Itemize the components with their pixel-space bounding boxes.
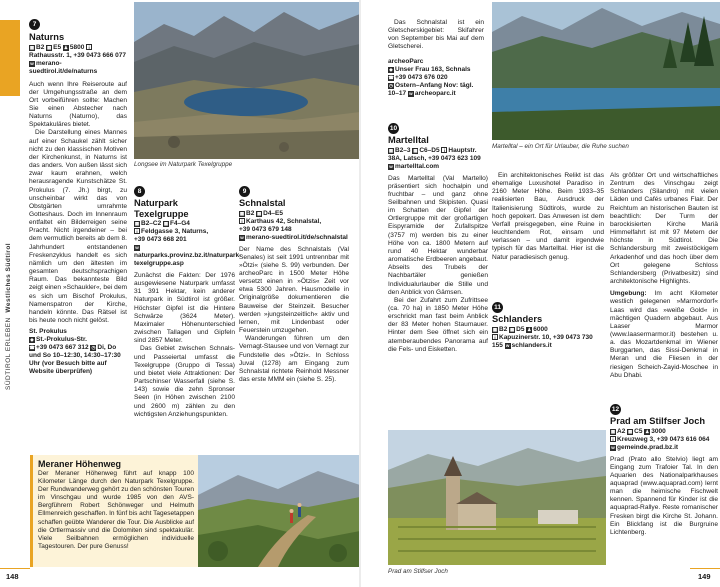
naturns-paragraph-1: Auch wenn Ihre Reiseroute auf der Umgehungsstraße an dem Ort vorbeiführen sollte: Machen Sie einen Abstecher nach Naturns (Naturno), das Spektakuläres bietet.: [29, 80, 127, 129]
entry-number-badge: 9: [239, 186, 250, 197]
schnalstal-address: Karthaus 42, Schnalstal,: [246, 217, 322, 225]
page-number-right: 149: [698, 572, 711, 581]
naturns-title: Naturns: [29, 32, 65, 42]
phone-icon: ☎: [29, 345, 35, 351]
entry-number-badge: 10: [389, 125, 398, 132]
texel-website-link[interactable]: naturparks.provinz.bz.it/naturpark-texelgruppe.asp: [134, 252, 242, 267]
info-icon: i: [492, 334, 498, 340]
phone-icon: ☎: [388, 74, 394, 80]
texel-map-ref-2: F4–G4: [170, 220, 190, 227]
martelltal-paragraph-2: Bei der Zufahrt zum Zufrittsee (ca. 70 ha) in 1850 Meter Höhe erschrickt man fast beim Anblick der 83 Meter hohen Staumauer. Hinter dem See öffnet sich ein atemberaubendes Panorama auf die Fels- und Eisketten.: [388, 296, 488, 353]
web-icon: w: [389, 163, 393, 169]
info-icon: i: [134, 228, 140, 234]
texel-entry: [134, 186, 242, 419]
schnalstal-entry: [239, 186, 349, 384]
right-column-3: [610, 172, 718, 380]
schnalstal-phone: +39 0473 679 148: [239, 225, 292, 233]
map-grid-icon: ▦: [46, 44, 52, 50]
clock-icon: ◷: [389, 82, 393, 88]
clock-icon: ◷: [91, 345, 96, 351]
schnalstal-website-link[interactable]: merano-suedtirol.it/de/schnalstal: [246, 233, 348, 241]
schlanders-population: 6000: [533, 325, 548, 333]
martelltal-paragraph-3: Ein architektonisches Relikt ist das ehemalige Luxushotel Paradiso in 2160 Meter Höhe. Beim 1933–35 realisierten Bau, Ausdruck der Italienisierung Südtirols, wurde zu hoch gepokert. Das Anwesen ist dem Verfall preisgegeben, eine Ruine in leuchtendem Rot, einsam und verlassen – und damit irgendwie typisch für das Martelltal. Hier ist die Natur paradiesisch genug.: [492, 172, 604, 261]
archeoparc-address: Unser Frau 163, Schnals: [395, 65, 471, 73]
web-icon: w: [505, 342, 510, 348]
prad-entry: [610, 404, 718, 537]
population-icon: ♟: [63, 44, 68, 50]
naturns-paragraph-2: Die Darstellung eines Mannes auf einer Schaukel zählt sicher nicht zu den klassischen Motiven der Kirchenkunst, in Naturns ist das anders. Von außen lässt sich zwar kaum erahnen, welch herausragende Kunstschätze St. Prokulus (7. Jh.) birgt, zu unscheinbar wirkt das von Obstgärten umrahmte Gotteshaus. Doch im Innenraum entfaltet ein Bilderreigen seine Pracht. Nicht irgendeiner – bei dem vermutlich bereits ab dem 8. Jahrhundert entstandenen Freskenzyklus handelt es sich nämlich um den ältesten im gesamten deutschsprachigen Raum. Das bekannteste Bild zeigt einen »Schaukler«, bei dem es sich um Bischof Prokulus, Namenspatron der Kirche, handeln könnte. Das Rätsel ist bis heute noch nicht gelöst.: [29, 129, 127, 325]
hoehenweg-photo: [198, 455, 360, 567]
prokulus-phone: +39 0473 667 312: [36, 344, 89, 352]
schlanders-address: Kapuzinerstr. 10, +39 0473 730 155: [492, 333, 593, 349]
map-grid-icon: ▦: [163, 221, 169, 226]
map-grid-icon: ▦: [256, 210, 262, 216]
texel-map-ref: B2–C2: [141, 220, 162, 227]
schlanders-title: Schlanders: [492, 314, 543, 324]
right-page: [360, 0, 720, 587]
martelltal-website-link[interactable]: martelltal.com: [395, 162, 440, 170]
map-grid-icon: ▦: [509, 326, 515, 332]
prokulus-name: St. Prokulus: [29, 328, 67, 336]
schnalstal-map-ref: B2: [246, 209, 255, 217]
prokulus-address: St.-Prokulus-Str.: [36, 336, 87, 344]
entry-number-badge: 7: [29, 19, 40, 30]
naturns-map-ref: B2: [36, 43, 45, 51]
naturns-website-link[interactable]: merano-suedtirol.it/de/naturns: [29, 59, 98, 75]
archeoparc-name: archeoParc: [388, 57, 424, 65]
prad-map-ref-2: C5: [634, 427, 643, 435]
prokulus-hours: Di, Do und So 10–12:30, 14:30–17:30 Uhr (vor Besuch bitte auf Website überprüfen): [29, 344, 121, 376]
entry-number-badge: 8: [134, 186, 145, 197]
population-icon: ♟: [527, 326, 532, 332]
hiking-trail-image: [198, 455, 360, 567]
texel-phone: +39 0473 668 201: [134, 236, 187, 243]
longsee-caption: Longsee im Naturpark Texelgruppe: [134, 161, 233, 168]
schnalstal-continued: Das Schnalstal ist ein Gletscherskigebiet: Skifahrer von September bis Mai auf dem Gletscherei.: [388, 19, 484, 51]
address-icon: ◆: [389, 66, 393, 72]
map-grid-icon: ▦: [239, 210, 245, 216]
map-grid-icon: ▦: [610, 428, 616, 434]
texel-address: Feldgasse 3, Naturns,: [141, 228, 209, 235]
map-grid-icon: ▦: [492, 326, 498, 332]
naturns-entry: [29, 19, 127, 376]
web-icon: w: [409, 90, 413, 96]
side-tab-accent: [0, 20, 20, 96]
martelltal-landscape-image: [492, 2, 720, 140]
web-icon: w: [240, 234, 244, 240]
martelltal-photo: [492, 2, 720, 140]
naturns-map-ref-2: E5: [53, 43, 62, 51]
address-icon: ◆: [30, 337, 34, 343]
side-tab-label: [5, 242, 12, 390]
naturns-tourist-office: Rathausstr. 1, +39 0473 666 077: [29, 51, 127, 59]
schnalstal-paragraph-1: Der Name des Schnalstals (Val Senales) ist seit 1991 untrennbar mit »Ötzi« (siehe S. 99) verbunden. Der archeoParc in 1500 Meter Höhe versetzt einen in »Ötzis« Zeit vor etwa 5300 Jahren. Hausmodelle in Originalgröße dokumentieren die Bauweise der Steinzeit. Besucher werden »jungsteinzeitlich« aktiv und lernen, mit Lindenbast oder Feuerstein umzugehen.: [239, 245, 349, 335]
right-column-1: [388, 19, 484, 98]
prad-title: Prad am Stilfser Joch: [610, 416, 706, 426]
map-grid-icon: ▦: [413, 147, 418, 153]
prad-map-ref: A2: [617, 427, 626, 435]
footer-rule: [0, 568, 30, 569]
schlanders-paragraph-2: Im acht Kilometer westlich gelegenen »Marmordorf« Laas wird das »weiße Gold« in mächtigen Quadern abgebaut. Aus Laaser Marmor (www.laasermarmor.it) bestehen u. a. das Mozartdenkmal im Wiener Burggarten, das Sissi-Denkmal in Meran und die Fliesen in der riesigen Scheich-Zayid-Moschee in Abu Dhabi.: [610, 290, 718, 379]
prad-address: Kreuzweg 3, +39 0473 616 064: [617, 435, 710, 443]
map-grid-icon: ▦: [29, 44, 35, 50]
page-number-left: 148: [6, 572, 19, 581]
population-icon: ♟: [645, 428, 650, 434]
info-icon: i: [610, 436, 616, 442]
longsee-photo: [134, 2, 360, 159]
martelltal-paragraph-1: Das Martelltal (Val Martello) präsentiert sich hochalpin und fruchtbar – und ganz ohne Seilbahnen und Skipisten. Quasi im Schatten der Gipfel der Ortlergruppe mit der großartigen Eispyramide der Zufallspitze (3757 m) werden bis zu einer Höhe von ca. 1800 Metern auf rund 40 Hektar wunderbar aromatische Erdbeeren angebaut. Abseits des Trubels der Nachbartäler genießen Individualurlauber die Stille und den Anblick von Gämsen.: [388, 174, 488, 296]
prad-photo: [388, 430, 606, 565]
martelltal-caption: Martelltal – ein Ort für Urlauber, die Ruhe suchen: [492, 143, 629, 150]
schlanders-entry: [492, 302, 604, 350]
schlanders-website-link[interactable]: schlanders.it: [511, 341, 552, 349]
schlanders-paragraph-1: Als größter Ort und wirtschaftliches Zentrum des Vinschgau zeigt Schlanders (Silandro) mit vielen Läden und Cafés urbanes Flair. Der Reichtum an historischen Bauten ist beachtlich: Der Turm der barockisierten Kirche Mariä Himmelfahrt ist mit 97 Metern der höchste in Südtirol. Die Schlandersburg mit zweistöckigem Arkadenhof und das hoch über dem Ort gelegene Schloss Schlandersberg (Privatbesitz) sind architektonische Highlights.: [610, 172, 718, 286]
web-icon: w: [135, 245, 139, 250]
entry-number-badge: 11: [492, 302, 503, 313]
hoehenweg-box-accent: [30, 455, 33, 567]
schnalstal-map-ref-2: D4–E5: [263, 209, 283, 217]
footer-rule: [690, 568, 720, 569]
martelltal-map-ref-2: C6–D5: [419, 146, 440, 154]
prad-caption: Prad am Stilfser Joch: [388, 568, 448, 575]
map-grid-icon: ▦: [134, 221, 140, 226]
archeoparc-phone: +39 0473 676 020: [395, 73, 448, 81]
schnalstal-title: Schnalstal: [239, 198, 286, 208]
web-icon: w: [30, 60, 34, 66]
info-icon: i: [239, 218, 245, 224]
prad-church-image: [388, 430, 606, 565]
archeoparc-hours: Ostern–Anfang Nov: tägl. 10–17: [388, 81, 474, 97]
schlanders-map-ref: B2: [499, 325, 508, 333]
archeoparc-website-link[interactable]: archeoparc.it: [414, 89, 456, 97]
map-grid-icon: ▦: [627, 428, 633, 434]
right-column-2: [492, 172, 604, 262]
hoehenweg-title: Meraner Höhenweg: [38, 459, 122, 469]
info-icon: i: [86, 44, 92, 50]
map-grid-icon: ▦: [388, 147, 394, 153]
side-tab-section: Westliches Südtirol: [5, 242, 12, 313]
schlanders-umgebung-label: Umgebung:: [610, 290, 647, 298]
schnalstal-paragraph-2: Wanderungen führen um den Vernagt-Stausee und von Vernagt zur Fundstelle des »Ötzi«. In Schloss Juval (1278) am Eingang zum Schnalstal richtete Reinhold Messner das erste MMM ein (siehe S. 25).: [239, 335, 349, 383]
longsee-landscape-image: [134, 2, 360, 159]
martelltal-map-ref: B2–3: [395, 146, 411, 154]
hoehenweg-text: Der Meraner Höhenweg führt auf knapp 100 Kilometer Länge durch den Naturpark Texelgruppe. Der Rundwanderweg gehört zu den schönsten Touren im Vinschgau und wurde 1985 von den AVS-Bergführern Robert Schönweger und Helmuth Ellmenreich geschaffen. In fünf bis acht Tagesetappen schaffen geübte Wanderer die Tour. Die Ausblicke auf die Ortlermassiv und die Dolomiten sind spektakulär. Viele Seilbahnen ermöglichen individuelle Tagestouren. Der pure Genuss!: [38, 470, 194, 550]
martelltal-address: Hauptstr. 38A, Latsch, +39 0473 623 109: [388, 146, 481, 162]
web-icon: w: [611, 444, 615, 450]
texel-paragraph-2: Das Gebiet zwischen Schnals- und Passeiertal umfasst die Texelgruppe (Gruppo di Tessa) und bietet viele Attraktionen: Der Partschinser Wasserfall (siehe S. 143) sowie die zehn Spronser Seen (in Höhen zwischen 2100 und 2600 m) zählen zu den wichtigsten Anziehungspunkten.: [134, 345, 235, 418]
entry-number-badge: 12: [611, 406, 620, 413]
side-tab-brand: SÜDTIROL ERLEBEN: [5, 317, 12, 390]
texel-title: Naturpark Texelgruppe: [134, 198, 189, 219]
prad-website-link[interactable]: gemeinde.prad.bz.it: [617, 443, 679, 451]
texel-paragraph-1: Zunächst die Fakten: Der 1976 ausgewiesene Naturpark umfasst 31 391 Hektar, kein anderer Naturpark in Südtirol ist größer. Höchster Gipfel ist die Hintere Schwärze (3624 Meter). Maximaler Höhenunterschied zwischen Tallagen und Gipfeln sind 2857 Meter.: [134, 272, 235, 345]
schlanders-map-ref-2: D5: [516, 325, 525, 333]
martelltal-title: Martelltal: [388, 135, 429, 145]
info-icon: i: [441, 147, 447, 153]
prad-paragraph-1: Prad (Prato allo Stelvio) liegt am Eingang zum Trafoier Tal. In den Aquarien des Nationalparkhauses aquaprad (www.aquaprad.com) lernt man die heimische Fischwelt kennen. Spannend für Kinder ist die aquaprad-Rallye. Reste romanischer Fresken birgt die Kirche St. Johann. Ein Blickfang ist die Burgruine Lichtenberg.: [610, 455, 718, 536]
naturns-population: 5800: [69, 43, 85, 51]
martelltal-entry: [388, 123, 488, 354]
prad-population: 3000: [651, 427, 666, 435]
section-side-tab: [0, 18, 20, 566]
